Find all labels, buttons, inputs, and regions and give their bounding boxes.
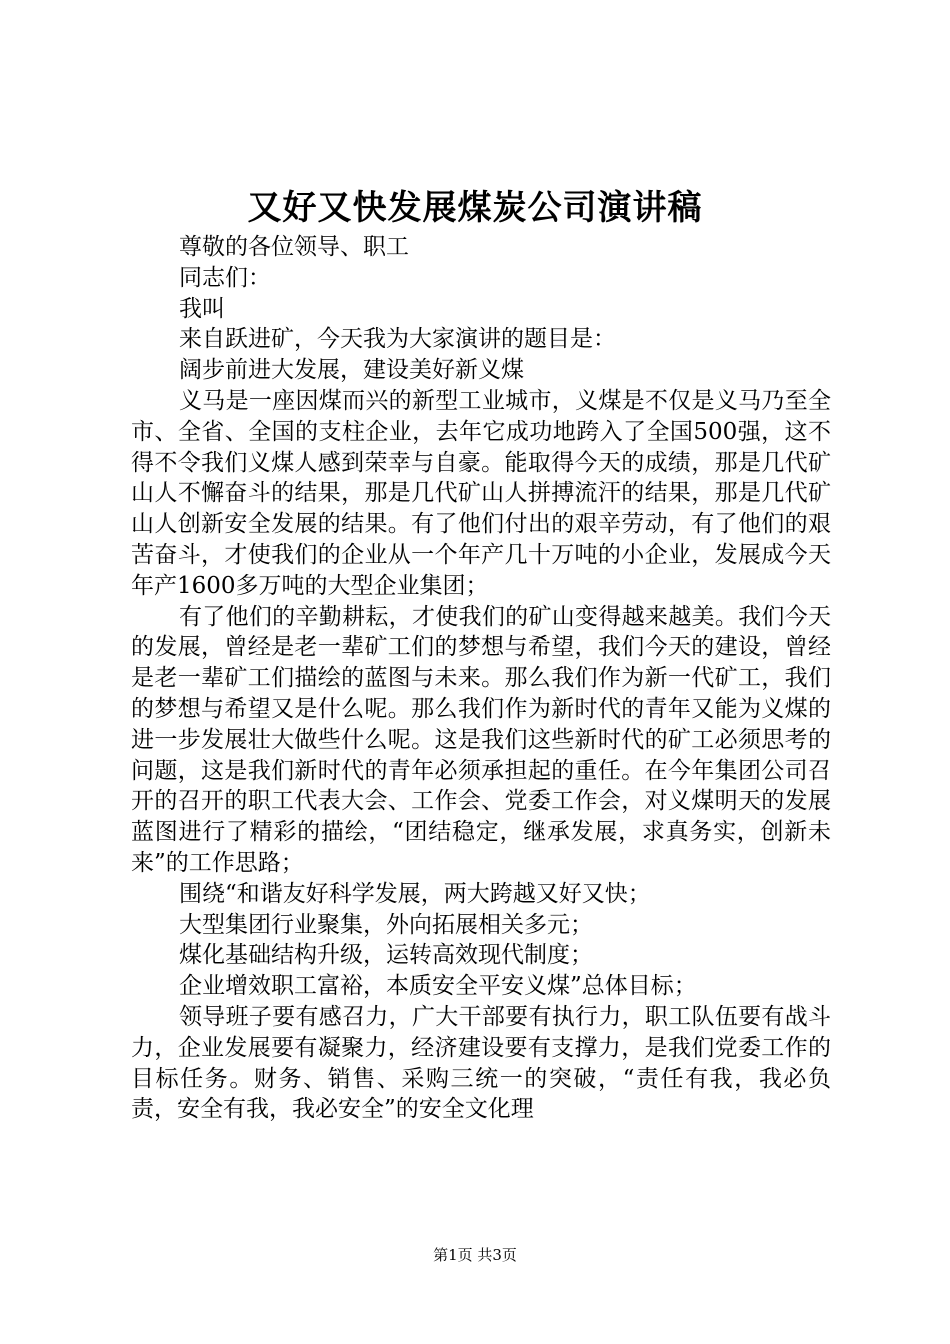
paragraph: 煤化基础结构升级，运转高效现代制度；: [179, 942, 593, 969]
paragraph: 我叫: [179, 295, 225, 322]
paragraph: 来自跃进矿，今天我为大家演讲的题目是：: [179, 326, 616, 353]
paragraph: 领导班子要有感召力，广大干部要有执行力，职工队伍要有战斗力，企业发展要有凝聚力，经济建设要有支撑力，是我们党委工作的目标任务。财务、销售、采购三统一的突破，“责任有我，我必负责，安全有我，我必安全”的安全文化理: [131, 1003, 831, 1123]
page-number-footer: 第1页 共3页: [433, 1246, 517, 1264]
paragraph: 阔步前进大发展，建设美好新义煤: [179, 357, 524, 384]
paragraph: 尊敬的各位领导、职工: [179, 234, 409, 260]
document-title: 又好又快发展煤炭公司演讲稿: [247, 188, 703, 228]
paragraph: 大型集团行业聚集，外向拓展相关多元；: [179, 911, 593, 938]
paragraph: 义马是一座因煤而兴的新型工业城市，义煤是不仅是义马乃至全市、全省、全国的支柱企业，去年它成功地跨入了全国500强，这不得不令我们义煤人感到荣幸与自豪。能取得今天的成绩，那是几代矿山人不懈奋斗的结果，那是几代矿山人拼搏流汗的结果，那是几代矿山人创新安全发展的结果。有了他们付出的艰辛劳动，有了他们的艰苦奋斗，才使我们的企业从一个年产几十万吨的小企业，发展成今天年产1600多万吨的大型企业集团；: [131, 387, 831, 599]
paragraph: 同志们：: [179, 264, 271, 291]
paragraph: 围绕“和谐友好科学发展，两大跨越又好又快；: [179, 880, 651, 907]
paragraph: 企业增效职工富裕，本质安全平安义煤”总体目标；: [179, 973, 697, 1000]
paragraph: 有了他们的辛勤耕耘，才使我们的矿山变得越来越美。我们今天的发展，曾经是老一辈矿工们的梦想与希望，我们今天的建设，曾经是老一辈矿工们描绘的蓝图与未来。那么我们作为新一代矿工，我们的梦想与希望又是什么呢。那么我们作为新时代的青年又能为义煤的进一步发展壮大做些什么呢。这是我们这些新时代的矿工必须思考的问题，这是我们新时代的青年必须承担起的重任。在今年集团公司召开的召开的职工代表大会、工作会、党委工作会，对义煤明天的发展蓝图进行了精彩的描绘，“团结稳定，继承发展，求真务实，创新未来”的工作思路；: [131, 603, 831, 876]
document-body: [131, 232, 831, 1125]
